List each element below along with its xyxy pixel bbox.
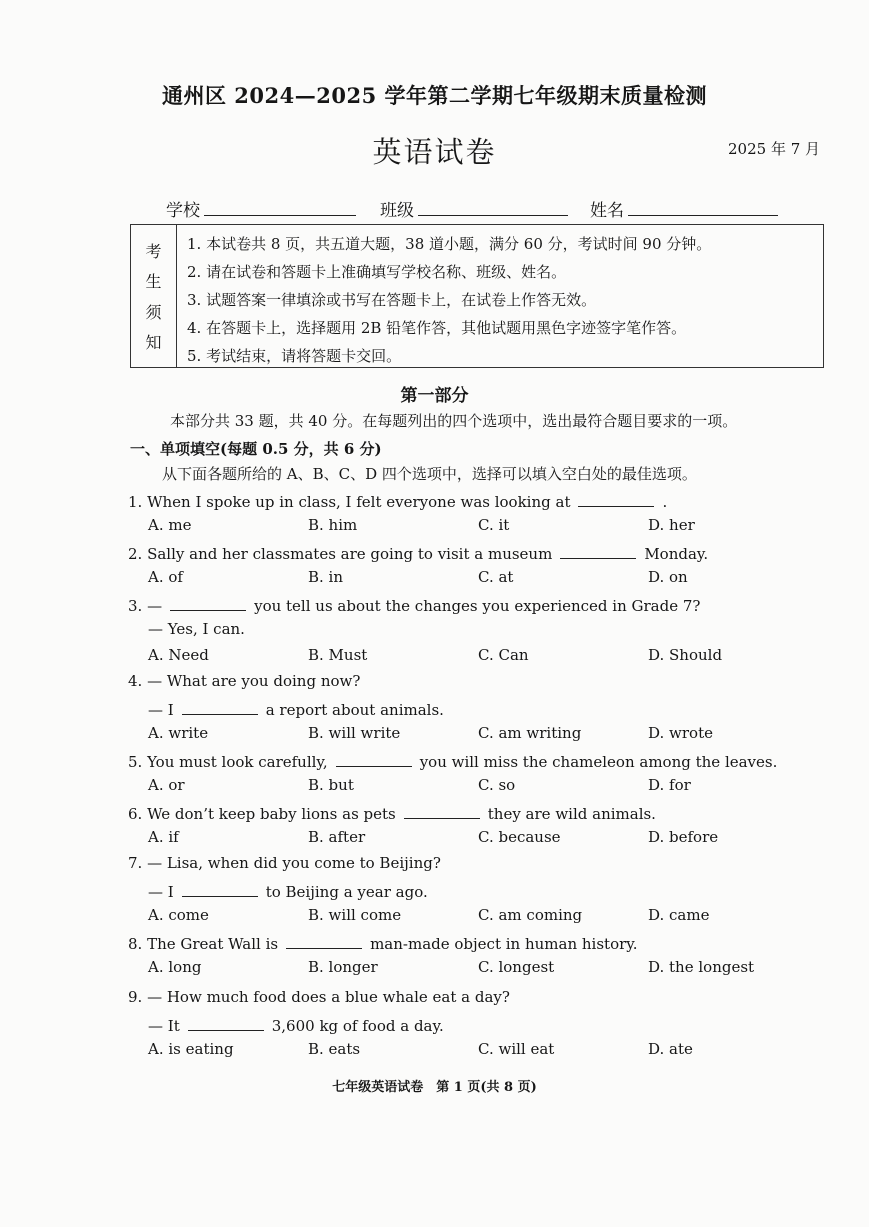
- answer-option: D. before: [648, 828, 719, 846]
- exam-title: 通州区 2024—2025 学年第二学期七年级期末质量检测: [161, 83, 707, 108]
- question-line: [128, 750, 777, 771]
- question-line: [128, 932, 638, 953]
- question-text: 8. The Great Wall is: [128, 935, 279, 953]
- answer-option: D. wrote: [648, 724, 713, 742]
- answer-option: D. for: [648, 776, 691, 794]
- question-text: — I: [148, 701, 174, 719]
- question-line: [128, 802, 656, 823]
- answer-option: D. on: [648, 568, 688, 586]
- question-text: you tell us about the changes you experienced in Grade 7?: [254, 597, 701, 615]
- question-line: [128, 542, 708, 563]
- school-blank: [204, 199, 356, 216]
- question-text: 3,600 kg of food a day.: [271, 1017, 444, 1035]
- question-text: 4. — What are you doing now?: [128, 672, 361, 690]
- question-text: — I: [148, 883, 174, 901]
- notice-label-char: 须: [145, 302, 162, 322]
- answer-blank: [182, 698, 258, 715]
- answer-blank: [286, 932, 362, 949]
- answer-option: B. Must: [308, 646, 368, 664]
- answer-option: B. but: [308, 776, 354, 794]
- answer-option: B. will come: [308, 906, 402, 924]
- question-text: 2. Sally and her classmates are going to visit a museum: [128, 545, 553, 563]
- notice-item: 1. 本试卷共 8 页，共五道大题，38 道小题，满分 60 分，考试时间 90 分钟。: [187, 235, 712, 253]
- question-text: .: [662, 493, 668, 511]
- answer-option: D. her: [648, 516, 695, 534]
- class-label: 班级: [380, 201, 414, 221]
- answer-option: D. the longest: [648, 958, 755, 976]
- question-line: [128, 672, 360, 690]
- answer-option: D. Should: [648, 646, 723, 664]
- answer-option: A. come: [148, 906, 209, 924]
- answer-blank: [182, 880, 258, 897]
- section-instruction: 从下面各题所给的 A、B、C、D 四个选项中，选择可以填入空白处的最佳选项。: [162, 465, 697, 483]
- name-label: 姓名: [590, 201, 624, 221]
- exam-date: 2025 年 7 月: [728, 140, 821, 158]
- answer-option: C. it: [478, 516, 510, 534]
- notice-item: 2. 请在试卷和答题卡上准确填写学校名称、班级、姓名。: [187, 263, 567, 281]
- answer-option: B. eats: [308, 1040, 361, 1058]
- answer-option: A. me: [148, 516, 192, 534]
- answer-option: D. ate: [648, 1040, 693, 1058]
- answer-option: A. write: [148, 724, 209, 742]
- answer-option: A. is eating: [148, 1040, 234, 1058]
- part-title: 第一部分: [400, 386, 469, 406]
- answer-blank: [188, 1014, 264, 1031]
- notice-item: 3. 试题答案一律填涂或书写在答题卡上，在试卷上作答无效。: [187, 291, 597, 309]
- answer-option: A. Need: [148, 646, 209, 664]
- part-intro: 本部分共 33 题，共 40 分。在每题列出的四个选项中，选出最符合题目要求的一项。: [170, 412, 738, 430]
- notice-item: 5. 考试结束，请将答题卡交回。: [187, 347, 402, 365]
- notice-label-char: 生: [145, 272, 162, 292]
- notice-label-char: 知: [145, 333, 162, 353]
- answer-option: D. came: [648, 906, 710, 924]
- question-text: 3. —: [128, 597, 163, 615]
- question-line: [148, 698, 444, 719]
- answer-option: C. longest: [478, 958, 555, 976]
- answer-option: B. him: [308, 516, 358, 534]
- answer-option: C. will eat: [478, 1040, 555, 1058]
- answer-option: A. if: [148, 828, 179, 846]
- question-text: 7. — Lisa, when did you come to Beijing?: [128, 854, 441, 872]
- answer-option: A. long: [148, 958, 202, 976]
- answer-blank: [578, 490, 654, 507]
- notice-box: [130, 224, 824, 368]
- class-field: [380, 196, 568, 221]
- answer-option: B. longer: [308, 958, 378, 976]
- notice-item: 4. 在答题卡上，选择题用 2B 铅笔作答，其他试题用黑色字迹签字笔作答。: [187, 319, 687, 337]
- question-text: 6. We don’t keep baby lions as pets: [128, 805, 396, 823]
- answer-option: C. so: [478, 776, 516, 794]
- class-blank: [418, 199, 568, 216]
- answer-option: C. because: [478, 828, 561, 846]
- question-line: [148, 620, 245, 638]
- question-text: 9. — How much food does a blue whale eat a day?: [128, 988, 510, 1006]
- notice-label-char: 考: [145, 241, 162, 261]
- question-text: a report about animals.: [265, 701, 444, 719]
- answer-option: C. Can: [478, 646, 529, 664]
- question-text: man-made object in human history.: [370, 935, 638, 953]
- question-text: 5. You must look carefully,: [128, 753, 328, 771]
- question-text: you will miss the chameleon among the leaves.: [419, 753, 778, 771]
- name-field: [590, 196, 778, 221]
- answer-blank: [404, 802, 480, 819]
- school-field: [166, 196, 356, 221]
- name-blank: [628, 199, 778, 216]
- answer-option: A. of: [148, 568, 183, 586]
- school-label: 学校: [166, 201, 200, 221]
- question-line: [128, 988, 510, 1006]
- section-title: 一、单项填空(每题 0.5 分，共 6 分): [130, 440, 382, 458]
- question-line: [148, 1014, 444, 1035]
- question-text: they are wild animals.: [487, 805, 656, 823]
- question-line: [128, 490, 667, 511]
- answer-option: C. am coming: [478, 906, 583, 924]
- question-text: 1. When I spoke up in class, I felt everyone was looking at: [128, 493, 571, 511]
- answer-blank: [560, 542, 636, 559]
- question-line: [128, 594, 700, 615]
- page-footer: 七年级英语试卷 第 1 页(共 8 页): [332, 1080, 537, 1095]
- answer-option: B. after: [308, 828, 366, 846]
- question-text: to Beijing a year ago.: [265, 883, 428, 901]
- answer-option: C. at: [478, 568, 514, 586]
- question-text: — Yes, I can.: [148, 620, 245, 638]
- answer-option: C. am writing: [478, 724, 582, 742]
- exam-subtitle: 英语试卷: [372, 135, 497, 169]
- answer-blank: [336, 750, 412, 767]
- answer-option: A. or: [148, 776, 185, 794]
- question-line: [148, 880, 428, 901]
- question-line: [128, 854, 441, 872]
- question-text: — It: [148, 1017, 180, 1035]
- answer-blank: [170, 594, 246, 611]
- answer-option: B. will write: [308, 724, 401, 742]
- answer-option: B. in: [308, 568, 344, 586]
- notice-label: [131, 225, 177, 367]
- question-text: Monday.: [644, 545, 709, 563]
